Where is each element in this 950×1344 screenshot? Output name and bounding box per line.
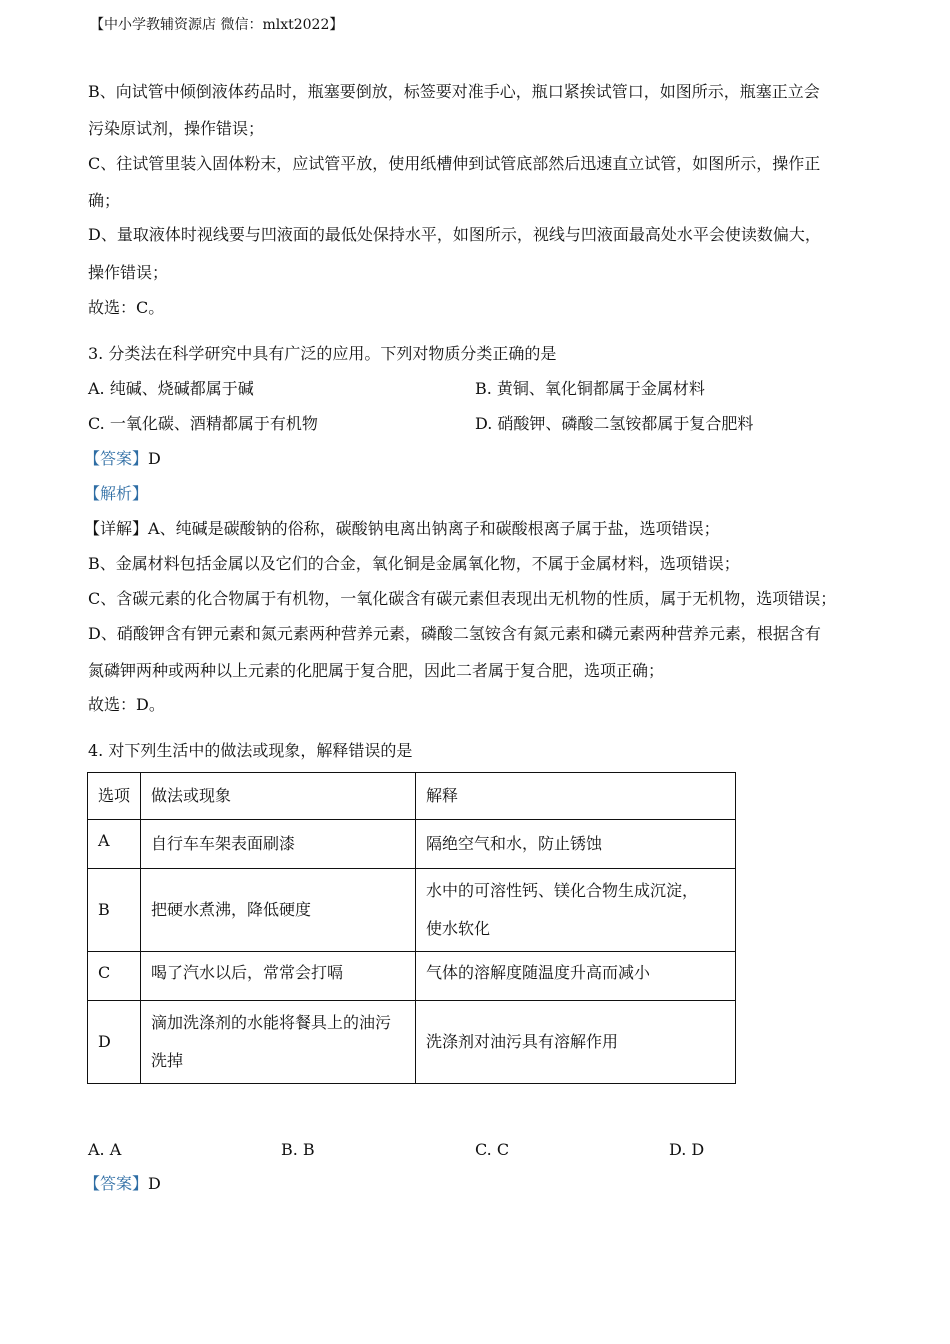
- q4-option-a: A. A: [88, 1140, 122, 1159]
- q3-answer: [84, 448, 161, 470]
- table-header-row: [88, 773, 736, 820]
- table-cell-practice: 把硬水煮沸，降低硬度: [141, 869, 416, 952]
- table-row: [88, 1001, 736, 1084]
- table-header-cell: 做法或现象: [141, 773, 416, 820]
- q3-option-b: B. 黄铜、氧化铜都属于金属材料: [475, 379, 705, 398]
- table-cell-option: C: [88, 952, 141, 1001]
- table-header-cell: 选项: [88, 773, 141, 820]
- q3-option-d: D. 硝酸钾、磷酸二氢铵都属于复合肥料: [475, 414, 754, 433]
- table-cell-practice: 自行车车架表面刷漆: [141, 820, 416, 869]
- q2-analysis-b-line2: 污染原试剂，操作错误；: [88, 119, 265, 138]
- page-header-watermark: 【中小学教辅资源店 微信：mlxt2022】: [90, 17, 344, 33]
- answer-tag: 【答案】: [84, 1174, 149, 1193]
- table-header-cell: 解释: [416, 773, 736, 820]
- detail-a-text: A、纯碱是碳酸钠的俗称，碳酸钠电离出钠离子和碳酸根离子属于盐，选项错误；: [148, 519, 720, 538]
- table-cell-option: A: [88, 820, 141, 869]
- q4-answer: [84, 1173, 161, 1195]
- practice-line: 洗掉: [151, 1051, 184, 1070]
- practice-line: 滴加洗涤剂的水能将餐具上的油污: [151, 1013, 392, 1032]
- q4-table: [87, 772, 736, 1084]
- table-cell-explain: 气体的溶解度随温度升高而减小: [416, 952, 736, 1001]
- q3-stem: 3. 分类法在科学研究中具有广泛的应用。下列对物质分类正确的是: [88, 344, 557, 363]
- table-cell-option: B: [88, 869, 141, 952]
- q3-detail-d-line1: D、硝酸钾含有钾元素和氮元素两种营养元素，磷酸二氢铵含有氮元素和磷元素两种营养元素，根据含有: [88, 624, 821, 643]
- q2-choice: 故选：C。: [88, 298, 165, 317]
- q3-choice: 故选：D。: [88, 695, 165, 714]
- q2-analysis-c-line1: C、往试管里装入固体粉末，应试管平放，使用纸槽伸到试管底部然后迅速直立试管，如图所示，操作正: [88, 154, 821, 173]
- q3-analysis-tag: 【解析】: [84, 484, 149, 503]
- answer-value: D: [148, 449, 161, 468]
- answer-tag: 【答案】: [84, 449, 149, 468]
- table-row: [88, 952, 736, 1001]
- q2-analysis-b-line1: B、向试管中倾倒液体药品时，瓶塞要倒放，标签要对准手心，瓶口紧挨试管口，如图所示，瓶塞正立会: [88, 82, 820, 101]
- q3-detail-b: B、金属材料包括金属以及它们的合金，氧化铜是金属氧化物，不属于金属材料，选项错误；: [88, 554, 740, 573]
- table-row: [88, 820, 736, 869]
- q2-analysis-c-line2: 确；: [88, 191, 121, 210]
- q4-option-d: D. D: [669, 1140, 705, 1159]
- q3-detail-d-line2: 氮磷钾两种或两种以上元素的化肥属于复合肥，因此二者属于复合肥，选项正确；: [88, 661, 665, 680]
- table-row: [88, 869, 736, 952]
- answer-value: D: [148, 1174, 161, 1193]
- q4-option-c: C. C: [475, 1140, 510, 1159]
- q4-stem: 4. 对下列生活中的做法或现象，解释错误的是: [88, 741, 413, 760]
- explain-line: 水中的可溶性钙、镁化合物生成沉淀，: [426, 881, 699, 900]
- table-cell-explain: 洗涤剂对油污具有溶解作用: [416, 1001, 736, 1084]
- table-cell-option: D: [88, 1001, 141, 1084]
- q2-analysis-d-line2: 操作错误；: [88, 263, 169, 282]
- q3-option-c: C. 一氧化碳、酒精都属于有机物: [88, 414, 318, 433]
- q4-option-b: B. B: [281, 1140, 315, 1159]
- q2-analysis-d-line1: D、量取液体时视线要与凹液面的最低处保持水平，如图所示，视线与凹液面最高处水平会使读数偏大，: [88, 225, 821, 244]
- table-cell-explain: [416, 869, 736, 952]
- q3-detail-a: [84, 518, 720, 540]
- q3-option-a: A. 纯碱、烧碱都属于碱: [88, 379, 254, 398]
- table-cell-explain: 隔绝空气和水，防止锈蚀: [416, 820, 736, 869]
- detail-tag: 【详解】: [84, 519, 149, 538]
- table-cell-practice: [141, 1001, 416, 1084]
- q3-detail-c: C、含碳元素的化合物属于有机物，一氧化碳含有碳元素但表现出无机物的性质，属于无机物，选项错误；: [88, 589, 837, 608]
- explain-line: 使水软化: [426, 919, 491, 938]
- table-cell-practice: 喝了汽水以后，常常会打嗝: [141, 952, 416, 1001]
